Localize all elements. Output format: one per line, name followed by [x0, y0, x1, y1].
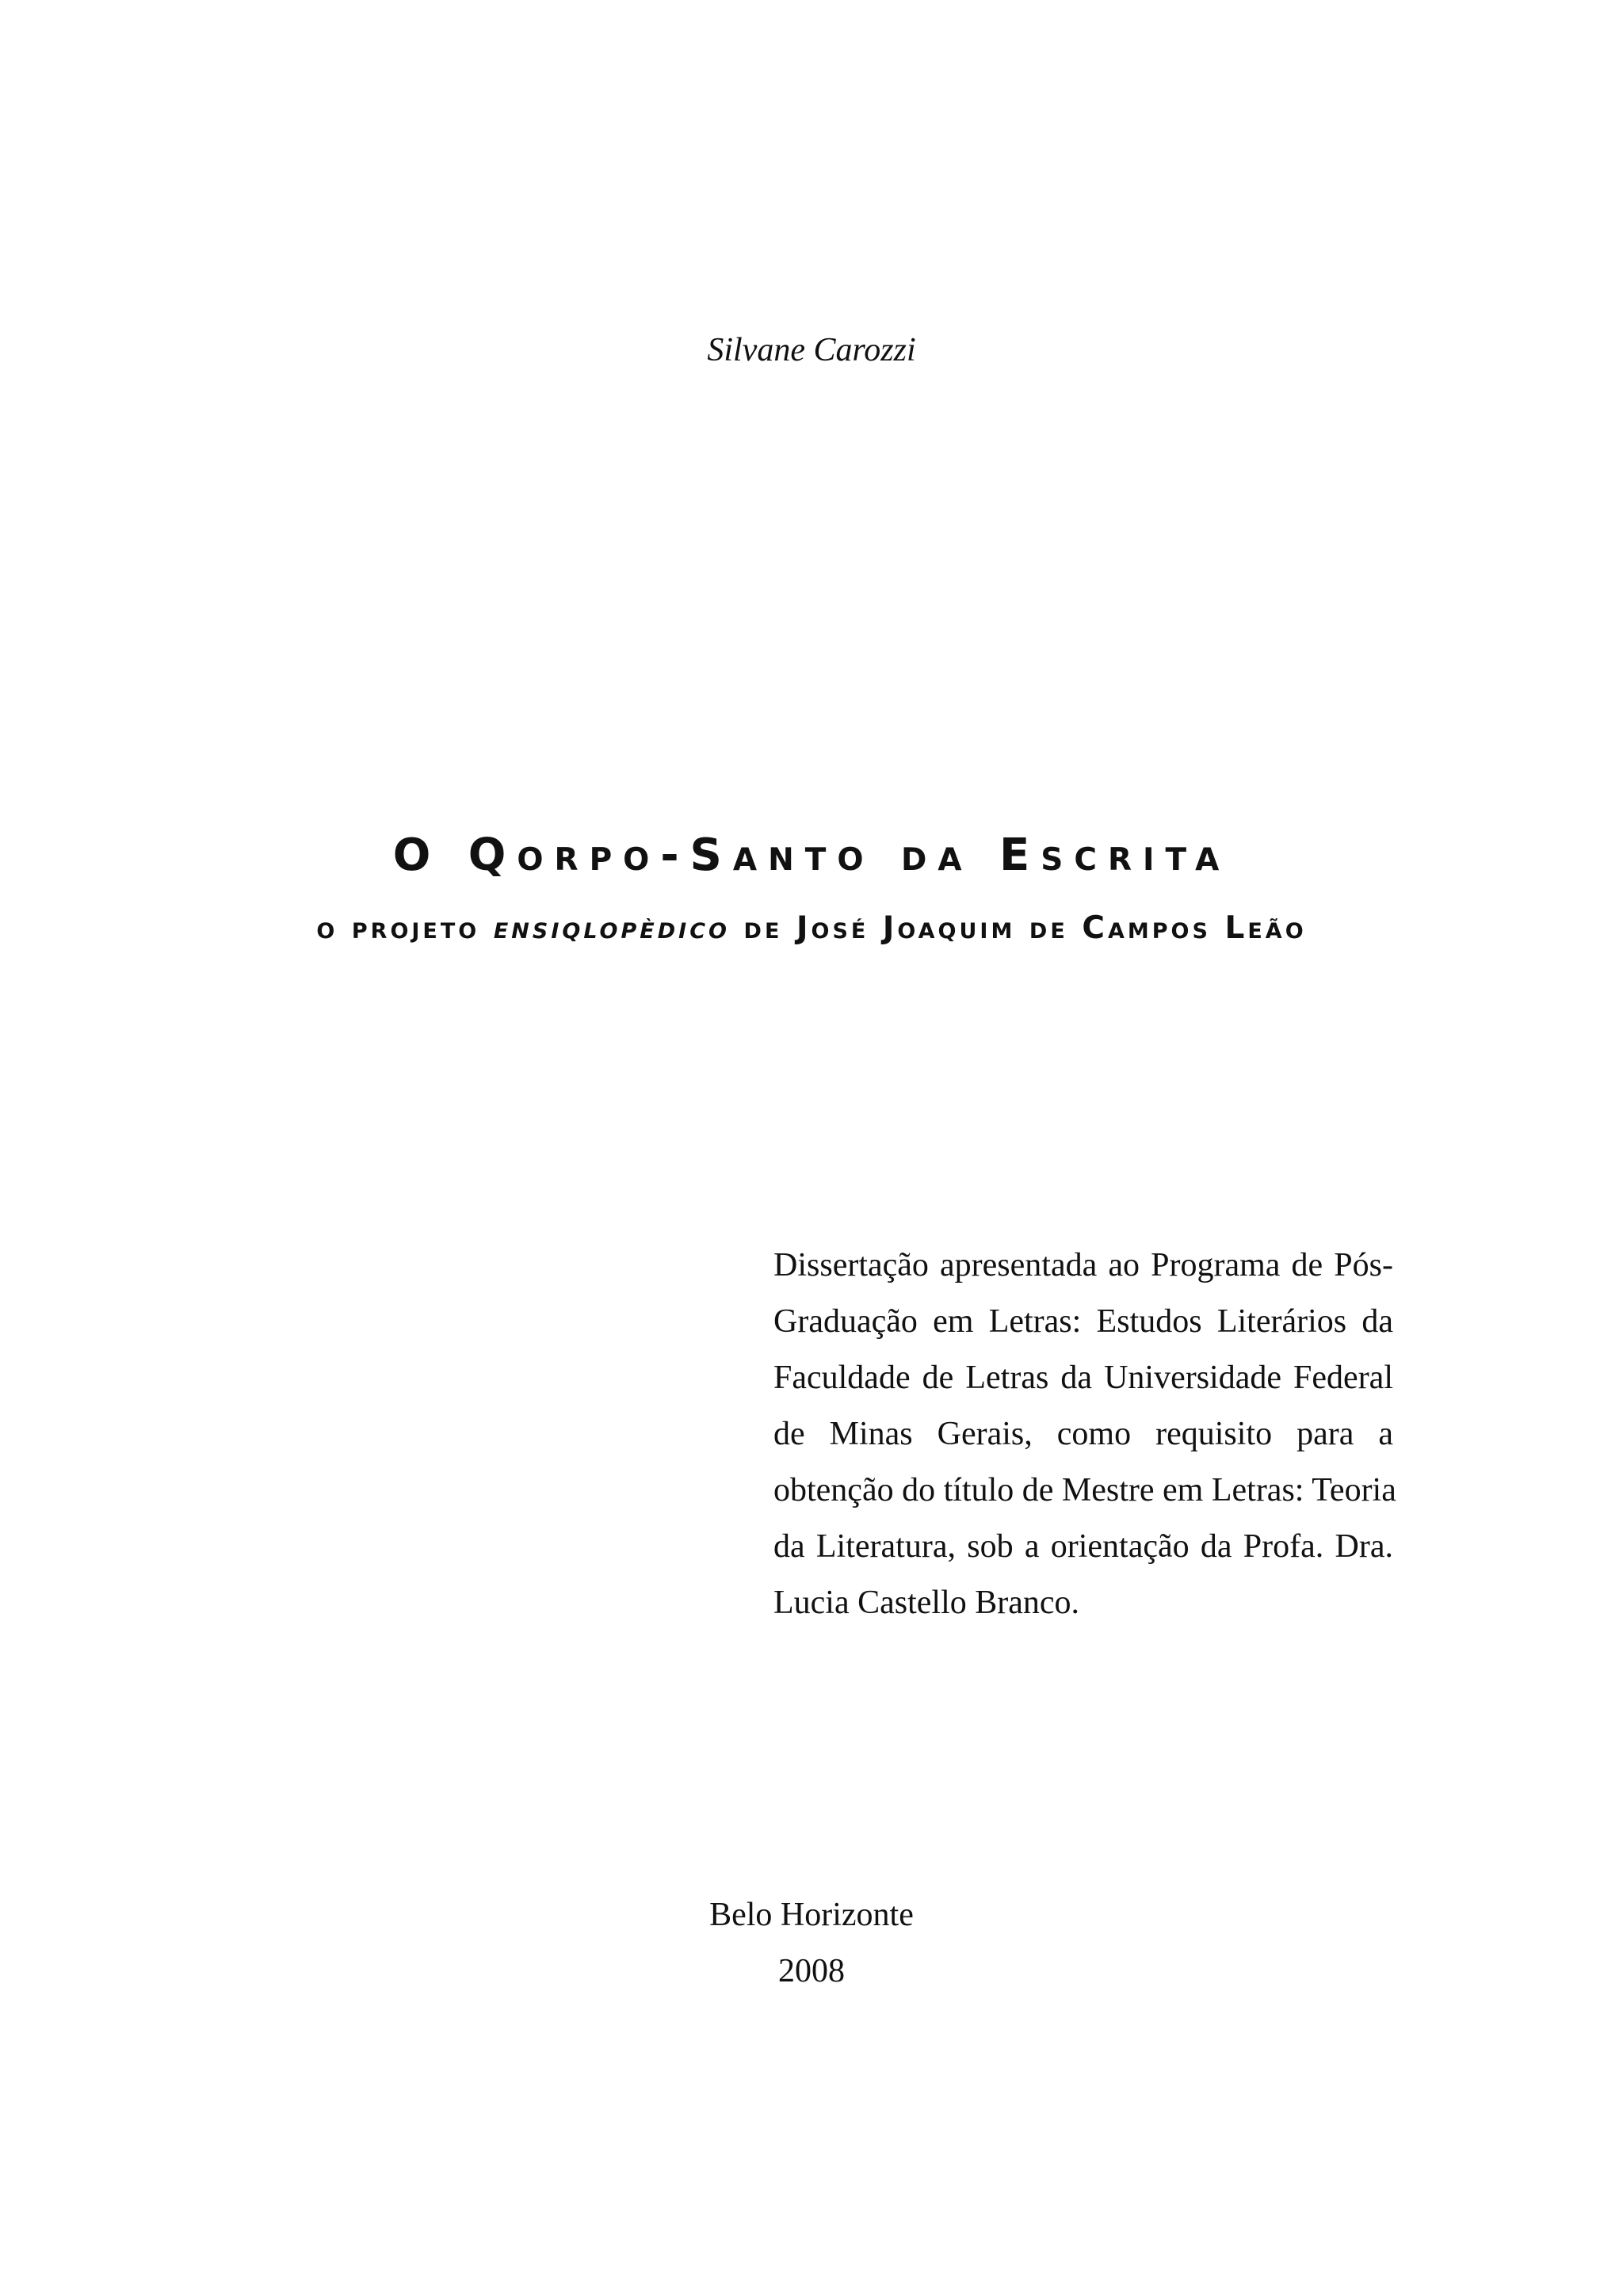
note-line: obtenção do título de Mestre em Letras: Teoria [773, 1472, 1396, 1508]
note-line: Faculdade de Letras da Universidade Federal [773, 1360, 1393, 1396]
city: Belo Horizonte [709, 1897, 914, 1933]
year: 2008 [778, 1953, 845, 1989]
note-line: da Literatura, sob a orientação da Profa. Dra. [773, 1528, 1393, 1565]
note-line: Graduação em Letras: Estudos Literários da [773, 1303, 1393, 1340]
note-line: Lucia Castello Branco. [773, 1585, 1080, 1621]
author-name: Silvane Carozzi [707, 332, 916, 368]
thesis-title: O Qorpo-Santo da Escrita [392, 830, 1231, 881]
subtitle-part-3: de José Joaquim de Campos Leão [729, 910, 1307, 946]
dissertation-note [773, 1238, 1396, 1631]
subtitle-part-1: o projeto [316, 910, 494, 946]
note-line: Dissertação apresentada ao Programa de Pós- [773, 1247, 1393, 1283]
thesis-subtitle [0, 905, 1623, 952]
note-line: de Minas Gerais, como requisito para a [773, 1416, 1393, 1452]
place-and-date [0, 1887, 1623, 2000]
subtitle-italic-word: ensiqlopèdico [493, 910, 730, 946]
